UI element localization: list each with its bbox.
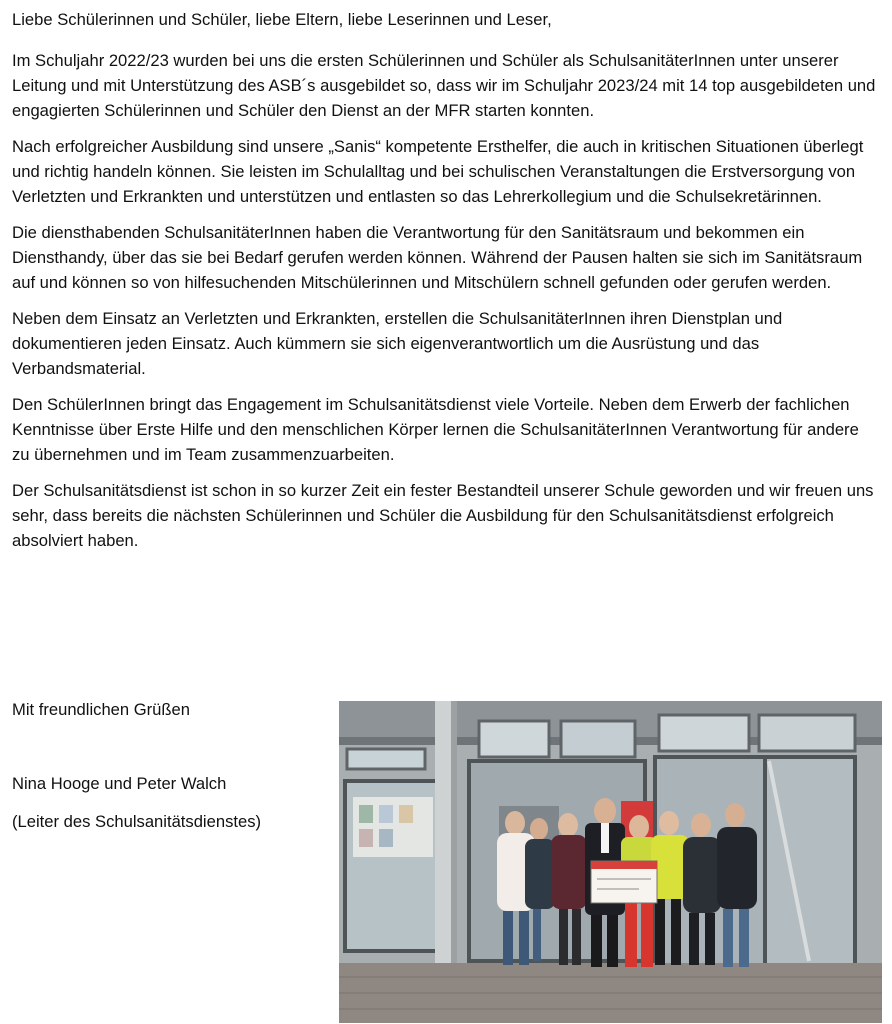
closing-greeting: Mit freundlichen Grüßen [12, 700, 191, 719]
signatory-role: (Leiter des Schulsanitätsdienstes) [12, 812, 262, 831]
paragraph-3: Die diensthabenden SchulsanitäterInnen haben die Verantwortung für den Sanitätsraum und bekommen ein Diensthandy, über das sie bei Bedarf gerufen werden können. Während der Pausen halten sie sich im Sanitätsraum auf und können so von hilfesuchenden Mitschülerinnen und Mitschülern schnell gefunden oder gerufen werden. [12, 223, 863, 292]
letter-body [12, 7, 880, 564]
paragraph-4: Neben dem Einsatz an Verletzten und Erkrankten, erstellen die SchulsanitäterInnen ihren Dienstplan und dokumentieren jeden Einsatz. Auch kümmern sie sich eigenverantwortlich um die Ausrüstung und das Verbandsmaterial. [12, 309, 783, 378]
paragraph-2: Nach erfolgreicher Ausbildung sind unsere „Sanis“ kompetente Ersthelfer, die auch in kritischen Situationen überlegt und richtig handeln können. Sie leisten im Schulalltag und bei schulischen Veranstaltungen die Erstversorgung von Verletzten und Erkrankten und unterstützen und entlasten so das Lehrerkollegium und die Schulsekretärinnen. [12, 137, 864, 206]
salutation: Liebe Schülerinnen und Schüler, liebe Eltern, liebe Leserinnen und Leser, [12, 10, 552, 29]
group-photo [339, 701, 882, 1023]
paragraph-5: Den SchülerInnen bringt das Engagement im Schulsanitätsdienst viele Vorteile. Neben dem Erwerb der fachlichen Kenntnisse über Erste Hilfe und den menschlichen Körper lernen die SchulsanitäterInnen Verantwortung für andere zu übernehmen und im Team zusammenzuarbeiten. [12, 395, 859, 464]
signatories: Nina Hooge und Peter Walch [12, 774, 227, 793]
paragraph-6: Der Schulsanitätsdienst ist schon in so kurzer Zeit ein fester Bestandteil unserer Schule geworden und wir freuen uns sehr, dass bereits die nächsten Schülerinnen und Schüler die Ausbildung für den Schulsanitätsdienst erfolgreich absolviert haben. [12, 481, 874, 550]
paragraph-1: Im Schuljahr 2022/23 wurden bei uns die ersten Schülerinnen und Schüler als SchulsanitäterInnen unter unserer Leitung und mit Unterstützung des ASB´s ausgebildet so, dass wir im Schuljahr 2023/24 mit 14 top ausgebildeten und engagierten Schülerinnen und Schüler den Dienst an der MFR starten konnten. [12, 51, 876, 120]
